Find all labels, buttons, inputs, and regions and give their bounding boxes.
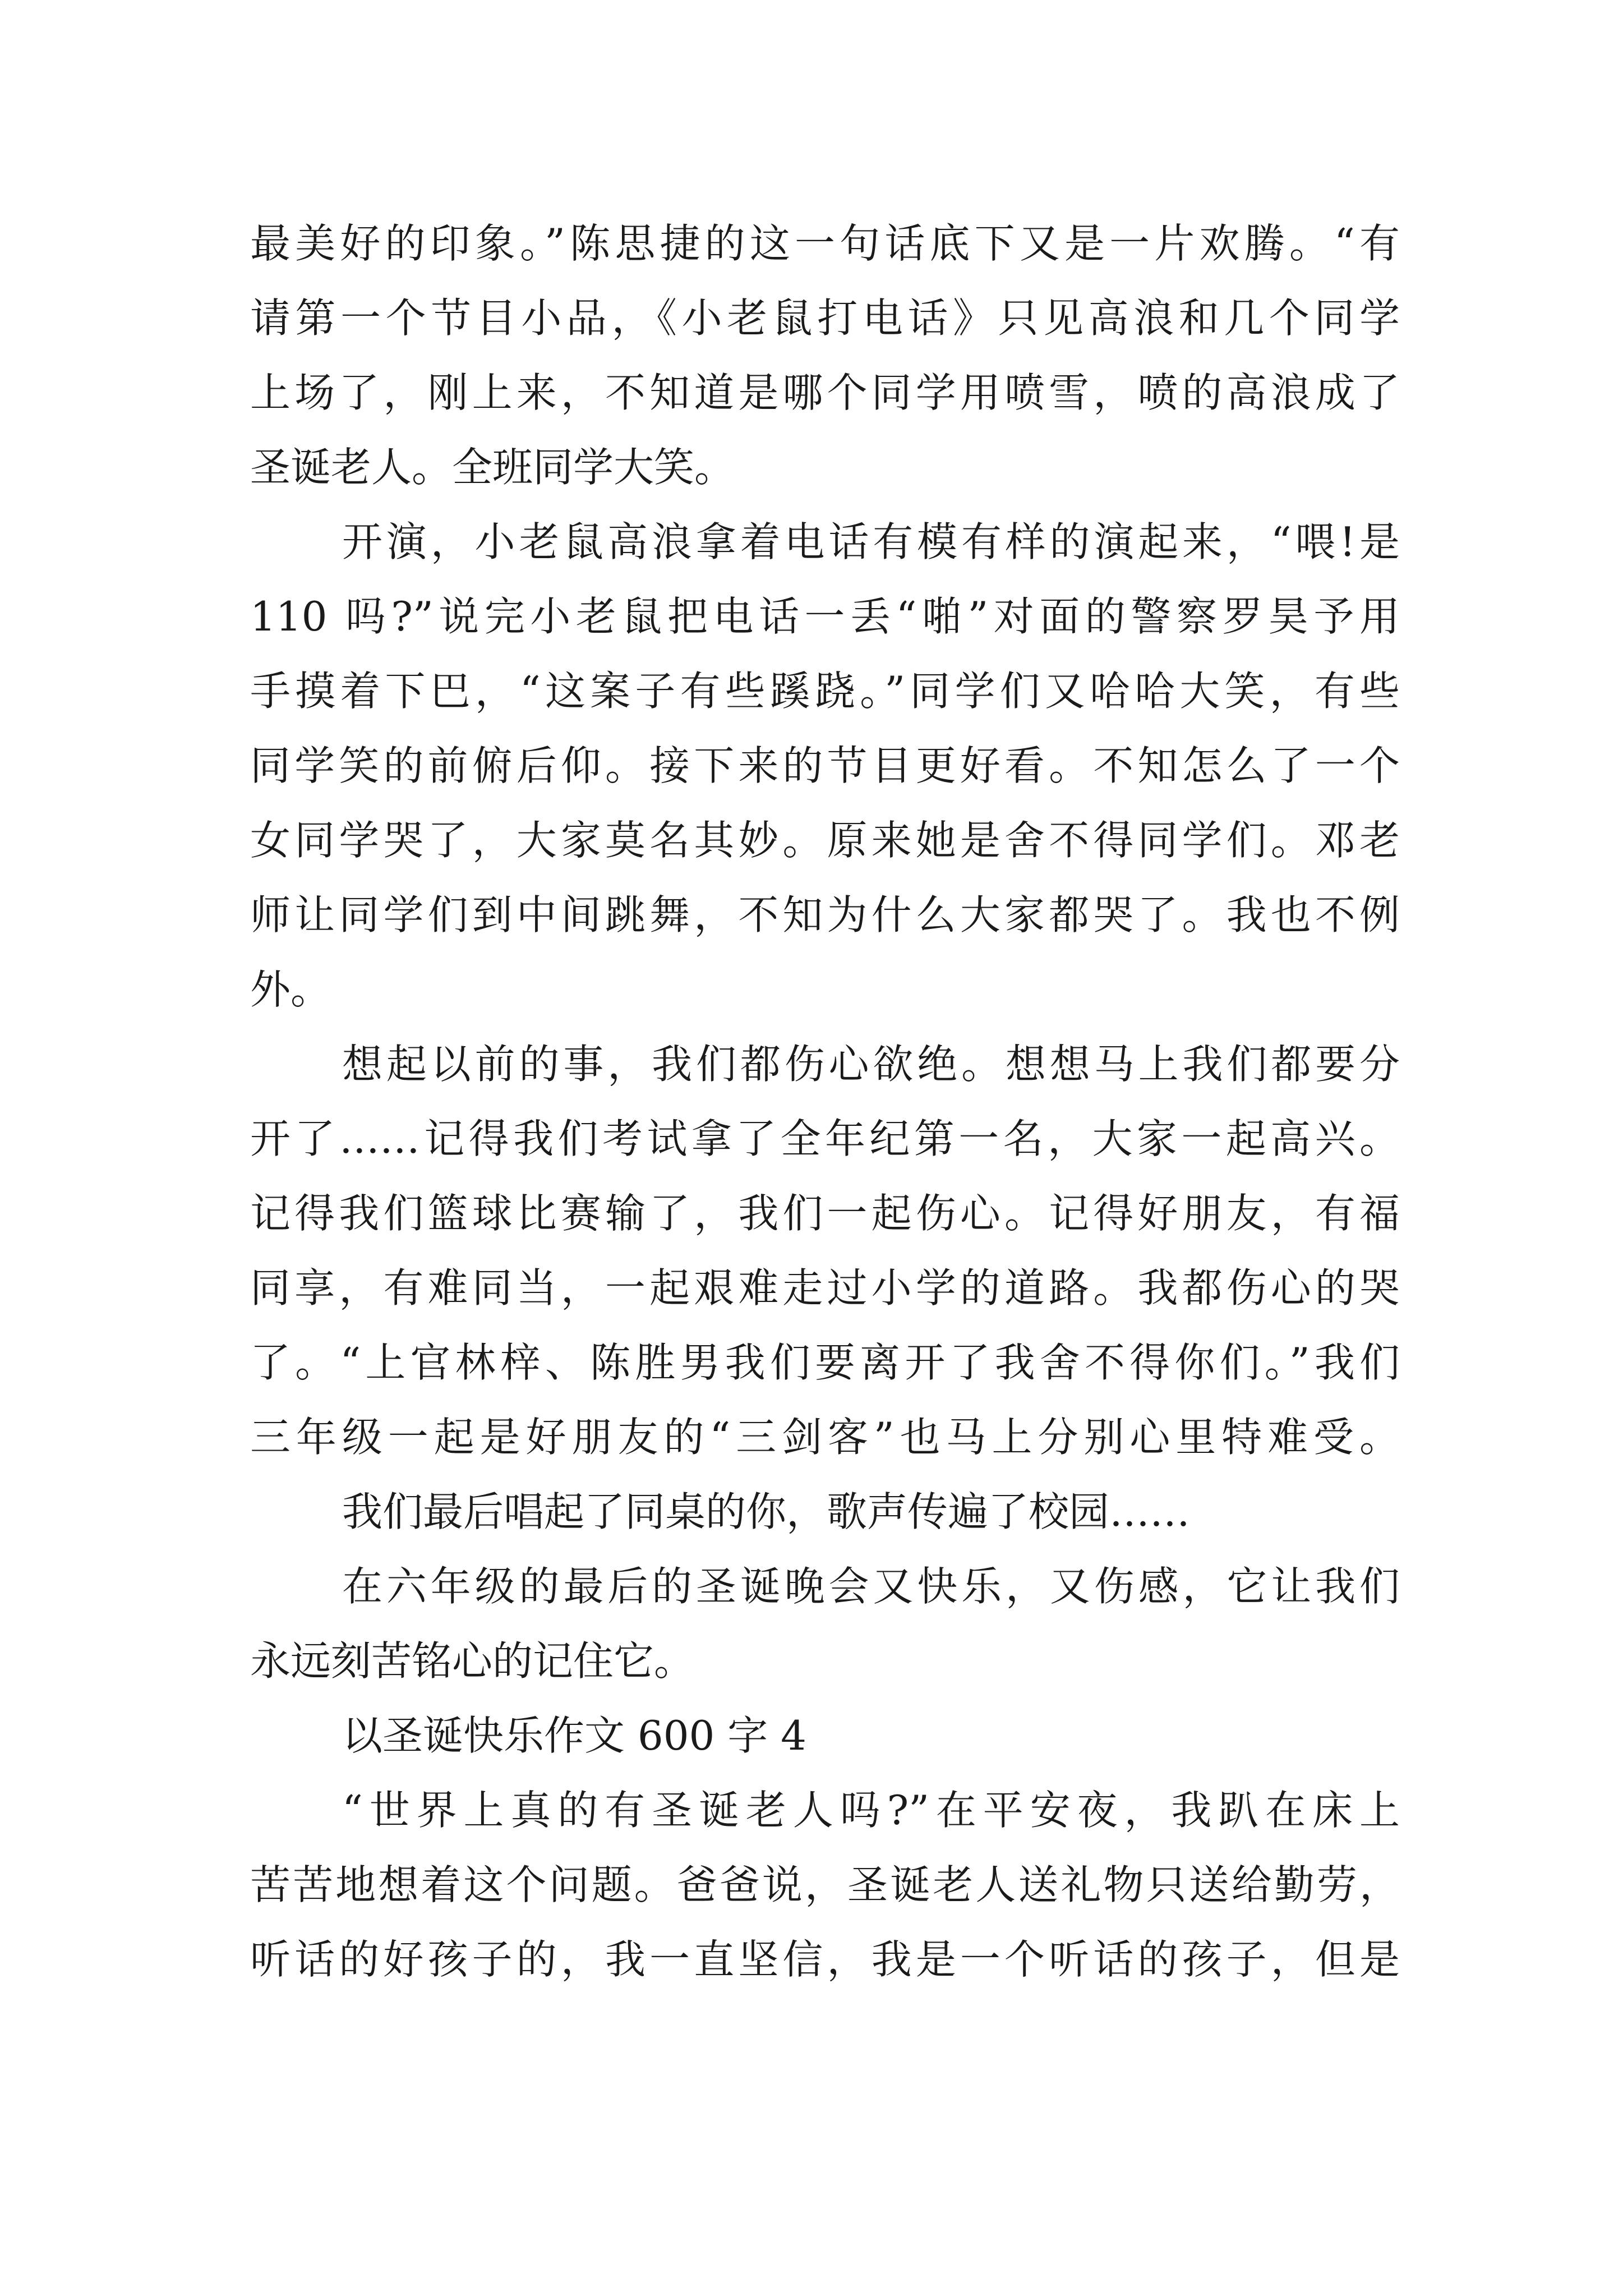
text-line: 外。 — [250, 966, 331, 1013]
text-line: 最美好的印象。”陈思捷的这一句话底下又是一片欢腾。“有 — [250, 220, 1400, 267]
body-text — [250, 206, 1400, 1997]
text-line: 同学笑的前俯后仰。接下来的节目更好看。不知怎么了一个 — [250, 742, 1400, 789]
text-line: 女同学哭了，大家莫名其妙。原来她是舍不得同学们。邓老 — [250, 817, 1400, 864]
paragraph-first-line: “世界上真的有圣诞老人吗?”在平安夜，我趴在床上 — [342, 1787, 1400, 1834]
text-line: 上场了，刚上来，不知道是哪个同学用喷雪，喷的高浪成了 — [250, 369, 1400, 416]
text-line: 师让同学们到中间跳舞，不知为什么大家都哭了。我也不例 — [250, 891, 1400, 938]
text-line: 永远刻苦铭心的记住它。 — [250, 1637, 695, 1685]
text-line: 手摸着下巴，“这案子有些蹊跷。”同学们又哈哈大笑，有些 — [250, 668, 1400, 715]
text-line: 110 吗?”说完小老鼠把电话一丢“啪”对面的警察罗昊予用 — [250, 593, 1400, 640]
text-line: 了。“上官林梓、陈胜男我们要离开了我舍不得你们。”我们 — [250, 1339, 1400, 1386]
text-line: 同享，有难同当，一起艰难走过小学的道路。我都伤心的哭 — [250, 1264, 1400, 1312]
text-line: 记得我们篮球比赛输了，我们一起伤心。记得好朋友，有福 — [250, 1190, 1400, 1237]
text-line: 开了……记得我们考试拿了全年纪第一名，大家一起高兴。 — [250, 1115, 1400, 1162]
paragraph-first-line: 开演，小老鼠高浪拿着电话有模有样的演起来，“喂!是 — [342, 518, 1400, 565]
text-line: 苦苦地想着这个问题。爸爸说，圣诞老人送礼物只送给勤劳， — [250, 1861, 1400, 1908]
text-line: 请第一个节目小品，《小老鼠打电话》只见高浪和几个同学 — [250, 295, 1400, 342]
text-line: 听话的好孩子的，我一直坚信，我是一个听话的孩子，但是 — [250, 1936, 1400, 1983]
text-line: 三年级一起是好朋友的“三剑客”也马上分别心里特难受。 — [250, 1414, 1400, 1461]
paragraph-first-line: 我们最后唱起了同桌的你，歌声传遍了校园…… — [342, 1488, 1191, 1535]
paragraph-first-line: 想起以前的事，我们都伤心欲绝。想想马上我们都要分 — [342, 1041, 1400, 1088]
section-heading: 以圣诞快乐作文 600 字 4 — [342, 1712, 806, 1759]
paragraph-first-line: 在六年级的最后的圣诞晚会又快乐，又伤感，它让我们 — [342, 1563, 1400, 1610]
text-line: 圣诞老人。全班同学大笑。 — [250, 444, 735, 491]
